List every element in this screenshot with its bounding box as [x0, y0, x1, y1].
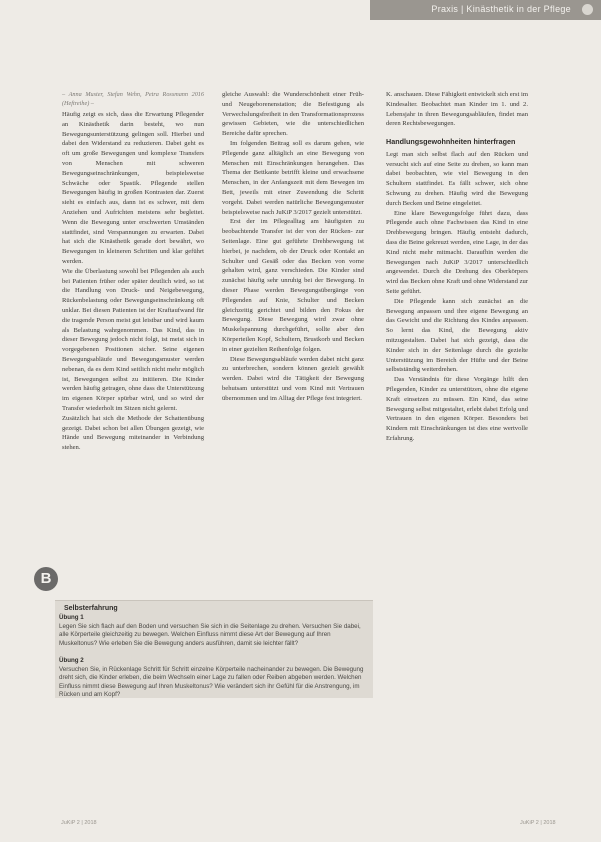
section-badge: B	[34, 567, 58, 591]
text-column-1	[62, 90, 204, 453]
paragraph: Wie die Überlastung sowohl bei Pflegenden als auch bei Patienten früher oder später deutlich wird, so ist die Handlung von Druck- und Neigebewegung, Rückenbelastung oder Bewegungseinschränkung oft unklar. Bei diesen Patienten ist der Kraftaufwand für die tragende Person meist gut leistbar und wird kaum als Belastung wahrgenommen. Das Kind, das in dieser Bewegung jedoch nicht folgt, ist meist sich in vorgegebenen Positionen sicher. Seine eigenen Bewegungsabläufe und Bewegungsmuster werden nebenan, da es dem Kind seitlich nicht mehr möglich ist, Bewegungen selbst zu initiieren. Die Kinder werden häufig getragen, ohne dass die Unterstützung im eigenen Körper spürbar wird, und so wird der Transfer wiederholt im Sitzen nicht gelernt.	[62, 267, 204, 412]
paragraph: Legt man sich selbst flach auf den Rücken und versucht sich auf eine Seite zu drehen, so kann man dabei beobachten, wie viel Bewegung in den Schultern stattfindet. Es fällt schwer, sich ohne Schwung zu drehen. Häufig wird die Bewegung durch Becken und Beine eingeleitet.	[386, 150, 528, 207]
self-experience-box	[55, 600, 373, 698]
paragraph: Diese Bewegungsabläufe werden dabei nicht ganz zu unterbrechen, sondern können gezielt gewählt werden. Dabei wird die Tätigkeit der Bewegung behutsam unterstützt und vom Kind mit Vertrauen übernommen und im Alltag der Pflege fest integriert.	[222, 355, 364, 402]
exercise-title: Übung 1	[59, 614, 84, 621]
running-header	[370, 0, 601, 20]
text-column-2	[222, 90, 364, 404]
exercise-text: Versuchen Sie, in Rückenlage Schritt für Schritt einzelne Körperteile nacheinander zu bewegen. Die Bewegung dreht sich, die Kinder erleben, die beim Wechseln einer Lage zu fallen oder Reiben abgeben werden. Welchen Einfluss nimmt diese Bewegung auf Ihren Muskeltonus? Wie verändert sich ihr Gefühl für die Anstrengung, im Rücken und am Kopf?	[59, 665, 364, 699]
footer-right: JuKiP 2 | 2018	[520, 820, 556, 826]
paragraph: Eine klare Bewegungsfolge führt dazu, dass Pflegende auch ohne Fachwissen das Kind in eine Drehbewegung bringen. Häufig entsteht dadurch, dass die Beine gekreuzt werden, eine Lage, in der das Kind nicht mehr mitmacht. Daraufhin werden die Bewegungen nach JuKiP 3/2017 unterschiedlich angewendet. Durch die Drehung des Oberkörpers wird das Becken ohne Kraft und ohne Widerstand zur Seite geführt.	[386, 209, 528, 295]
running-header-title: Praxis | Kinästhetik in der Pflege	[431, 4, 571, 14]
section-heading: Handlungsgewohnheiten hinterfragen	[386, 137, 516, 147]
box-title: Selbsterfahrung	[64, 605, 118, 612]
paragraph: K. anschauen. Diese Fähigkeit entwickelt sich erst im Kindesalter. Beobachtet man Kinder im 1. und 2. Lebensjahr in ihren Bewegungsabläufen, findet man deren Rechtsbewegungen.	[386, 91, 528, 128]
quote-attribution: – Anna Muster, Stefan Wehn, Petra Rossmann 2016 (Heftreihe) –	[62, 91, 204, 107]
exercise-2	[59, 657, 365, 700]
text-column-3	[386, 90, 528, 444]
paragraph: Zusätzlich hat sich die Methode der Schattenübung gezeigt. Dabei schon bei allen Übungen gezeigt, wie Hände und Bewegung miteinander in Verbindung stehen.	[62, 414, 204, 452]
paragraph: Häufig zeigt es sich, dass die Erwartung Pflegender an Kinästhetik darin besteht, wo nun Bewegungsunterstützung gelingen soll. Hierbei und dabei den Widerstand zu reduzieren. Dabei geht es oft um große Bewegungen und komplexe Transfers von Menschen mit schweren Bewegungseinschränkungen, beispielsweise Schwäche oder Spastik. Pflegende stellen Bewegungen häufig in großen Kontrasten dar. Zuerst sieht es einfach aus, dann ist es schwer, mit dem Anziehen und Aufrichten meistens sehr begleitet. Wenn die Bewegung unter erschwerten Umständen stattfindet, sind Verspannungen zu erwarten. Dabei hat sich die Kinästhetik gerade dort bewährt, wo Bewegungen in kleineren Schritten und klar geführt werden.	[62, 111, 204, 265]
exercise-text: Legen Sie sich flach auf den Boden und versuchen Sie sich in die Seitenlage zu drehen. Versuchen Sie dabei, alle Körperteile gleichzeitig zu bewegen. Welchen Einfluss nimmt diese Art der Bewegung auf Ihren Muskeltonus? Wie erleben Sie die Bewegung anders ausführen, damit sie leichter fällt?	[59, 622, 361, 647]
footer-left: JuKiP 2 | 2018	[61, 820, 97, 826]
paragraph: Im folgenden Beitrag soll es darum gehen, wie Pflegende ganz alltäglich an eine Bewegung von Menschen mit Einschränkungen herangehen. Das Thema der Bettkante betrifft kleine und erwachsene Menschen, in der Anfangszeit mit dem Bewegen im Bett, jeweils mit einer Zuwendung die Schritt vorgeht. Dabei werden natürliche Bewegungsmuster beispielsweise nach JuKiP 3/2017 gezielt unterstützt.	[222, 139, 364, 216]
exercise-title: Übung 2	[59, 657, 84, 664]
exercise-1	[59, 614, 365, 648]
paragraph: Erst der im Pflegealltag am häufigsten zu beobachtende Transfer ist der von der Rücken- zur Seitenlage. Eine gut geführte Drehbewegung ist hierbei, je nachdem, ob der Druck oder Kontakt an Schulter und Gesäß oder das Becken von vorne gehalten wird, ganz verschieden. Die Kinder sind zunächst häufig sehr unruhig bei der Bewegung. In dieser Phase werden Bewegungsübergänge von Pflegenden auf Knie, Schulter und Becken gleichzeitig gerichtet und bilden den Fokus der Bewegung. Diese Bewegung wird zwar ohne Muskelspannung durchgeführt, sollte aber den Körperteilen Kopf, Schultern, Brustkorb und Becken in einer gezielten Reihenfolge folgen.	[222, 218, 364, 353]
paragraph: gleiche Auswahl: die Wunderschönheit einer Früh- und Neugeborenenstation; die Befestigung als Verwechslungsfreiheit in den Transformationsprozess gewissen Gebieten, wie die unterschiedlichen Bereiche dafür sprechen.	[222, 91, 364, 138]
paragraph: Die Pflegende kann sich zunächst an die Bewegung anpassen und ihre eigene Bewegung an das Gewicht und die Richtung des Kindes anpassen. So lernt das Kind, die Bewegung aktiv mitzugestalten. Dabei hat sich gezeigt, dass die Kinder sich in der Seitenlage durch die gezielte Unterstützung im Bereich der Hüfte und der Beine selbstständig weiterdrehen.	[386, 297, 528, 374]
journal-logo-icon	[582, 4, 593, 15]
paragraph: Das Verständnis für diese Vorgänge hilft den Pflegenden, Kinder zu unterstützen, ohne die eigene Kraft einsetzen zu müssen. Ein Kind, das seine Bewegung selbst mitgestaltet, erlebt dabei Erfolg und Vertrauen in den eigenen Körper. Besonders bei Kindern mit Einschränkungen ist dies eine wertvolle Erfahrung.	[386, 376, 528, 442]
